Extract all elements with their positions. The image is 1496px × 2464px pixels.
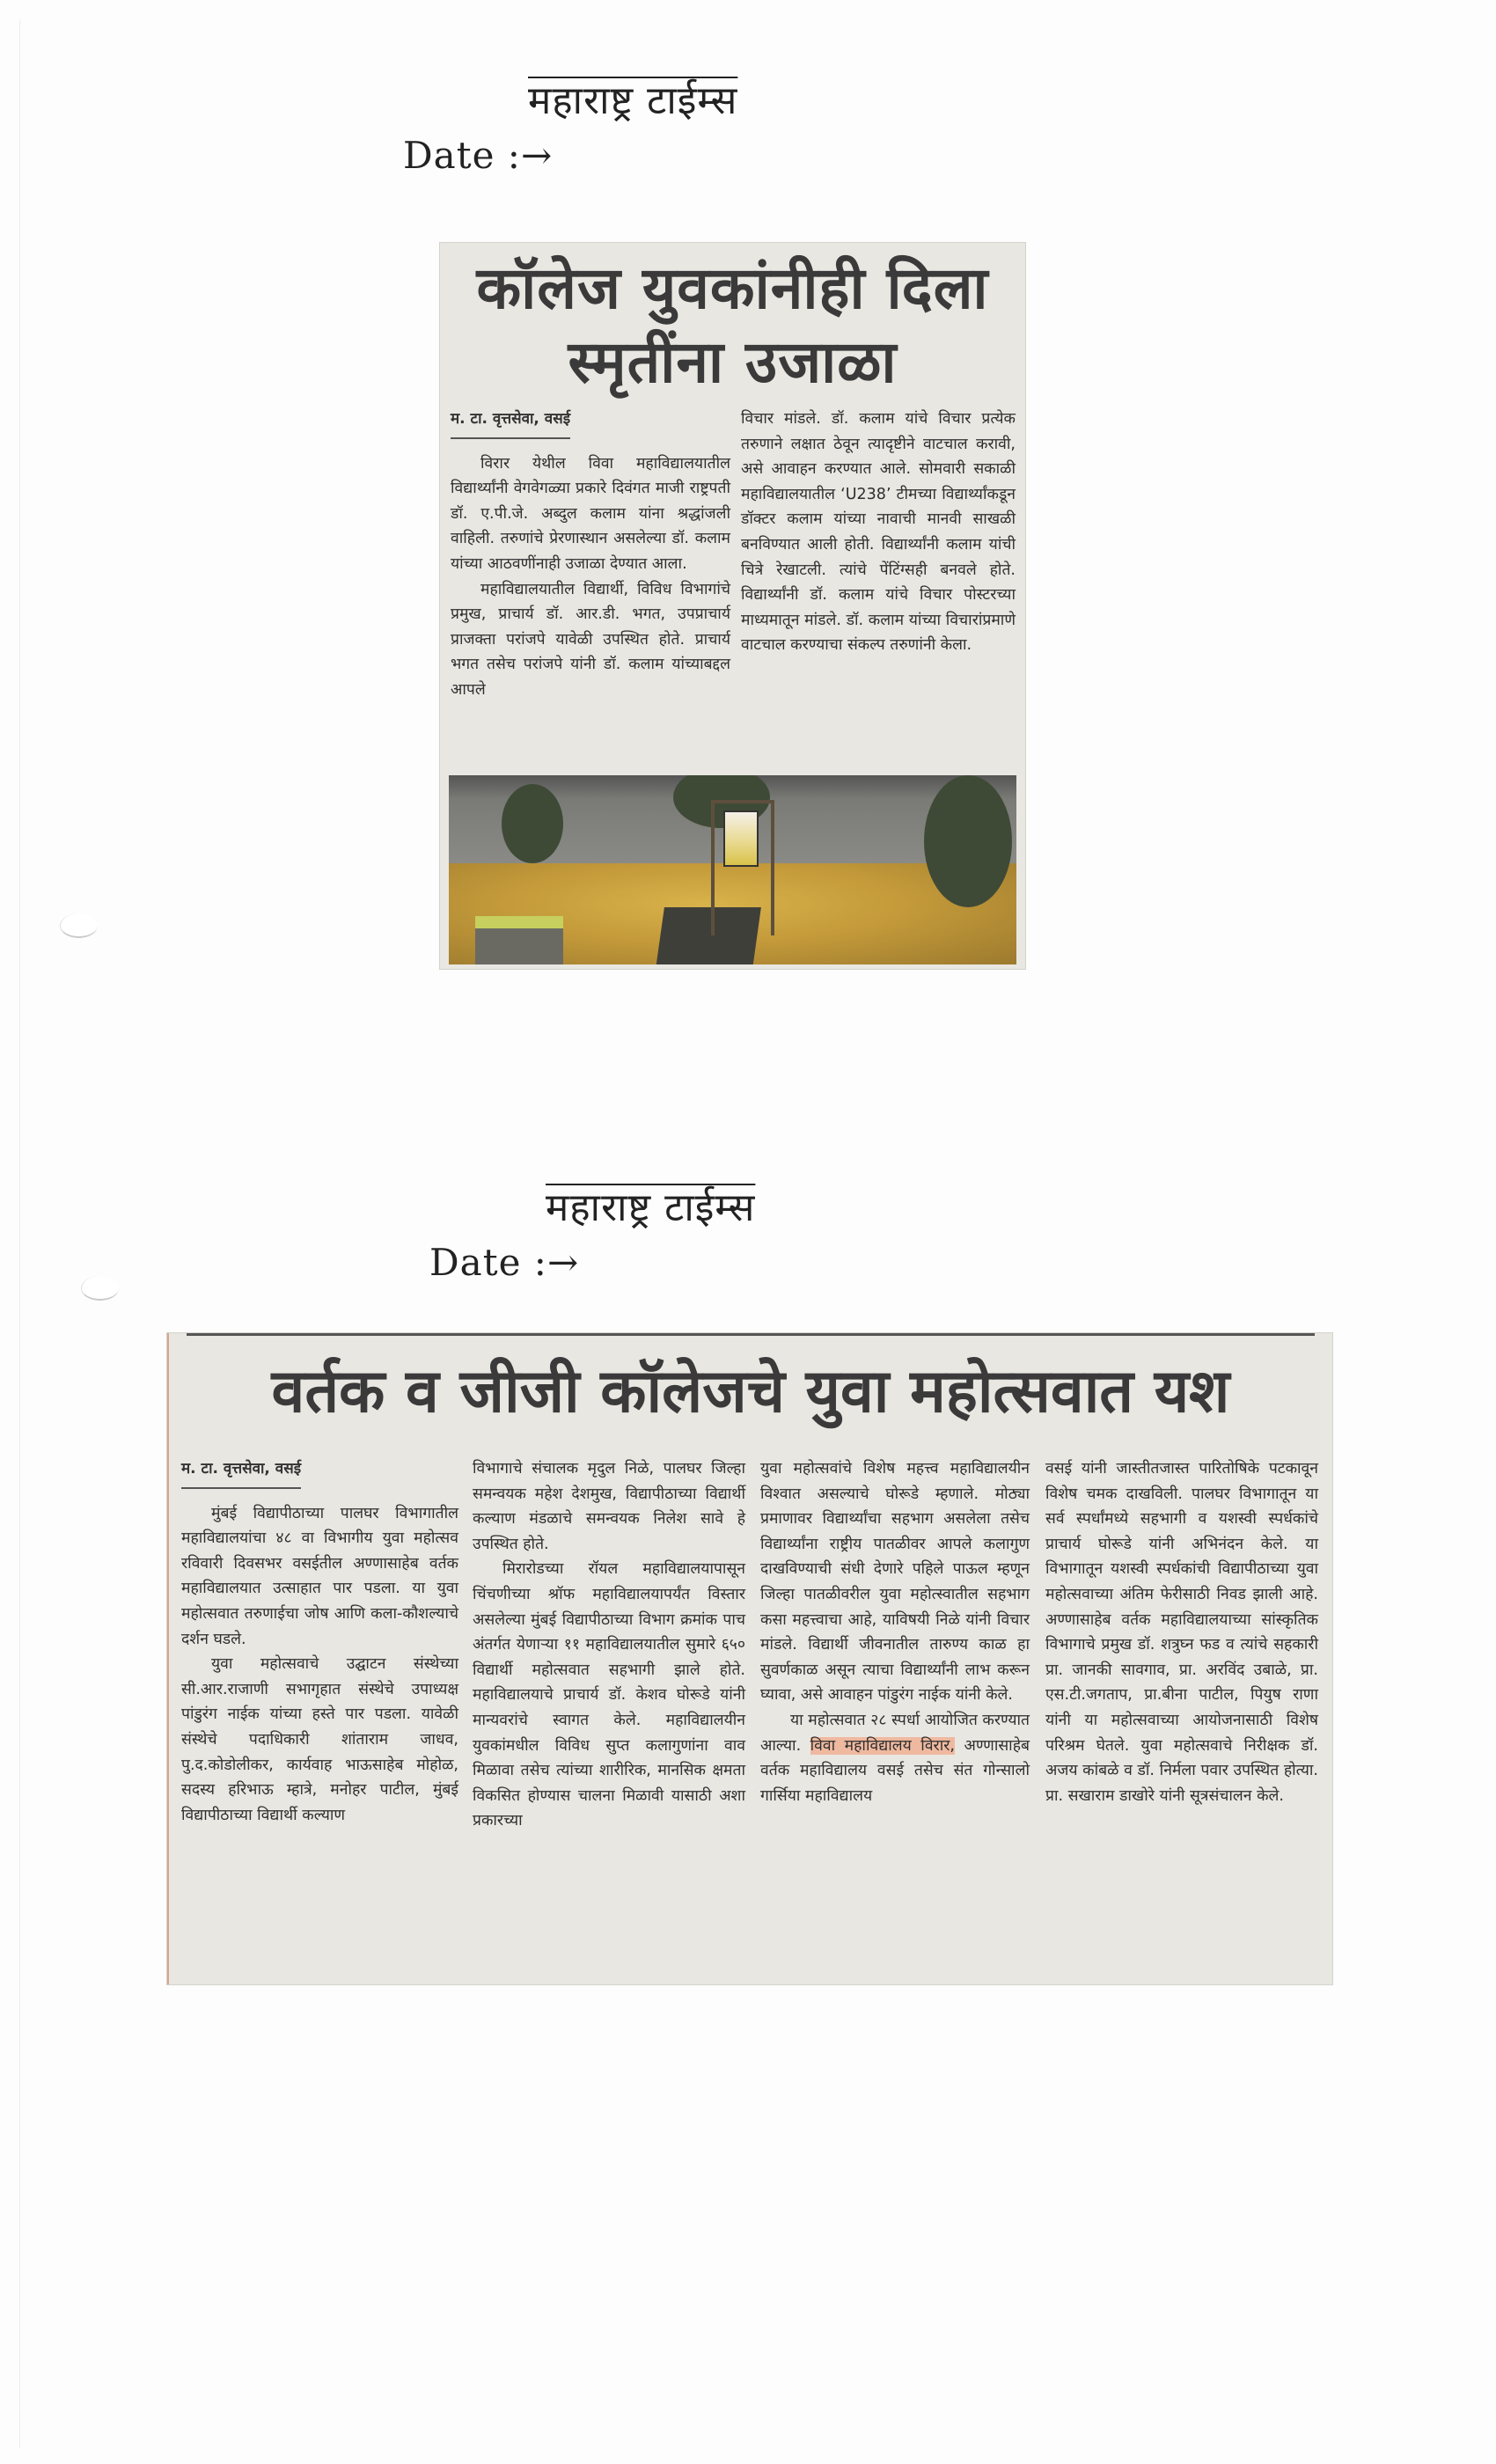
paragraph: वसई यांनी जास्तीतजास्त पारितोषिके पटकावून विशेष चमक दाखविली. पालघर विभागातून या सर्व स्पर्धांमध्ये सहभागी व यशस्वी स्पर्धकांचे प्राचार्य घोरूडे यांनी अभिनंदन केले. या विभागातून यशस्वी स्पर्धकांची विद्यापीठाच्या युवा महोत्सवाच्या अंतिम फेरीसाठी निवड झाली आहे. अण्णासाहेब वर्तक महाविद्यालयाच्या सांस्कृतिक विभागाचे प्रमुख डॉ. शत्रुघ्न फड व त्यांचे सहकारी प्रा. जानकी सावगाव, प्रा. अरविंद उबाळे, प्रा. एस.टी.जगताप, प्रा.बीना पाटील, पियुष राणा यांनी या महोत्सवाच्या आयोजनासाठी विशेष परिश्रम घेतले. युवा महोत्सवाचे निरीक्षक डॉ. अजय कांबळे व डॉ. निर्मला पवार उपस्थित होत्या. प्रा. सखाराम डाखोरे यांनी सूत्रसंचालन केले. [1045,1460,1318,1805]
handwritten-newspaper-name-1: महाराष्ट्र टाईम्स [528,78,738,123]
paragraph: महाविद्यालयातील विद्यार्थी, विविध विभागांचे प्रमुख, प्राचार्य डॉ. आर.डी. भगत, उपप्राचार्य प्राजक्ता परांजपे यावेळी उपस्थित होते. प्राचार्य भगत तसेच परांजपे यांनी डॉ. कलाम यांच्याबद्दल आपले [451,580,730,699]
paragraph: विचार मांडले. डॉ. कलाम यांचे विचार प्रत्येक तरुणाने लक्षात ठेवून त्यादृष्टीने वाटचाल करावी, असे आवाहन करण्यात आले. सोमवारी सकाळी महाविद्यालयातील ‘U238’ टीमच्या विद्यार्थ्यांकडून डॉक्टर कलाम यांच्या नावाची मानवी साखळी बनविण्यात आली होती. विद्यार्थ्यांनी कलाम यांची चित्रे रेखाटली. त्यांचे पेंटिंग्सही बनवले होते. विद्यार्थ्यांनी डॉ. कलाम यांचे विचार पोस्टरच्या माध्यमातून मांडले. डॉ. कलाम यांच्या विचारांप्रमाणे वाटचाल करण्याचा संकल्प तरुणांनी केला. [741,410,1016,655]
paragraph: विभागाचे संचालक मृदुल निळे, पालघर जिल्हा समन्वयक महेश देशमुख, विद्यापीठाच्या विद्यार्थी कल्याण मंडळाचे समन्वयक निलेश सावे हे उपस्थित होते. [473,1460,745,1553]
paragraph: मिरारोडच्या रॉयल महाविद्यालयापासून चिंचणीच्या श्रॉफ महाविद्यालयापर्यंत विस्तार असलेल्या मुंबई विद्यापीठाच्या विभाग क्रमांक पाच अंतर्गत येणाऱ्या ११ महाविद्यालयातील सुमारे ६५० विद्यार्थी महोत्सवात सहभागी झाले होते. महाविद्यालयाचे प्राचार्य डॉ. केशव घोरूडे यांनी मान्यवरांचे स्वागत केले. महाविद्यालयीन युवकांमधील विविध सुप्त कलागुणांना वाव मिळावा तसेच त्यांच्या शारीरिक, मानसिक क्षमता विकसित होण्यास चालना मिळावी यासाठी अशा प्रकारच्या [473,1560,745,1830]
article-column-1 [181,1456,458,1828]
paragraph: विरार येथील विवा महाविद्यालयातील विद्यार्थ्यांनी वेगवेगळ्या प्रकारे दिवंगत माजी राष्ट्रपती डॉ. ए.पी.जे. अब्दुल कलाम यांना श्रद्धांजली वाहिली. तरुणांचे प्रेरणास्थान असलेल्या डॉ. कलाम यांच्या आठवणींनाही उजाळा देण्यात आला. [451,454,730,573]
byline: म. टा. वृत्तसेवा, वसई [451,407,570,439]
handwritten-date-label-2: Date :→ [429,1241,580,1284]
article-column-2 [473,1456,745,1834]
paragraph: युवा महोत्सवांचे विशेष महत्त्व महाविद्यालयीन विश्वात असल्याचे घोरूडे म्हणाले. मोठ्या प्रमाणावर विद्यार्थ्यांचा सहभाग असलेला तसेच विद्यार्थ्यांना राष्ट्रीय पातळीवर आपले कलागुण दाखविण्याची संधी देणारे पहिले पाऊल म्हणून जिल्हा पातळीवरील युवा महोत्स्वातील सहभाग कसा महत्त्वाचा आहे, याविषयी निळे यांनी विचार मांडले. विद्यार्थी जीवनातील तारुण्य काळ हा सुवर्णकाळ असून त्याचा विद्यार्थ्यांनी लाभ करून घ्यावा, असे आवाहन पांडुरंग नाईक यांनी केले. [760,1460,1030,1705]
article-column-4 [1045,1456,1318,1808]
punch-hole-top [60,913,98,938]
newspaper-clipping-kalam-tribute [440,243,1025,969]
article-column-1 [451,407,730,703]
highlighted-college-name: विवा महाविद्यालय विरार, [810,1736,955,1755]
punch-hole-bottom [81,1276,119,1301]
handwritten-newspaper-name-2: महाराष्ट्र टाईम्स [546,1185,756,1230]
handwritten-date-label-1: Date :→ [403,134,554,177]
clipping-headline [440,243,1025,400]
paragraph: युवा महोत्सवाचे उद्घाटन संस्थेच्या सी.आर.राजाणी सभागृहात संस्थेचे उपाध्यक्ष पांडुरंग नाईक यांच्या हस्ते पार पडला. यावेळी संस्थेचे पदाधिकारी शांताराम जाधव, पु.द.कोडोलीकर, कार्यवाह भाऊसाहेब मोहोळ, सदस्य हरिभाऊ म्हात्रे, मनोहर पाटील, मुंबई विद्यापीठाच्या विद्यार्थी कल्याण [181,1655,458,1824]
headline-line-1: कॉलेज युवकांनीही दिला [476,254,989,322]
clipping-headline: वर्तक व जीजी कॉलेजचे युवा महोत्सवात यश [187,1333,1315,1434]
flower-stool [475,916,563,964]
paragraph: मुंबई विद्यापीठाच्या पालघर विभागातील महाविद्यालयांचा ४८ वा विभागीय युवा महोत्सव रविवारी दिवसभर वसईतील अण्णासाहेब वर्तक महाविद्यालयात उत्साहात पार पडला. या युवा महोत्सवात तरुणाईचा जोष आणि कला-कौशल्याचे दर्शन घडले. [181,1504,458,1648]
article-column-3 [760,1456,1030,1808]
newspaper-clipping-youth-festival [167,1333,1332,1984]
byline: म. टा. वृत्तसेवा, वसई [181,1456,301,1489]
paragraph: या महोत्सवात २८ स्पर्धा आयोजित करण्यात आल्या. विवा महाविद्यालय विरार, अण्णासाहेब वर्तक महाविद्यालय वसई तसेच संत गोन्सालो गार्सिया महाविद्यालय [760,1711,1030,1805]
headline-line-2: स्मृतींना उजाळा [568,328,898,396]
news-photo [449,775,1016,964]
portrait-image [723,810,759,867]
article-column-2 [741,407,1016,658]
